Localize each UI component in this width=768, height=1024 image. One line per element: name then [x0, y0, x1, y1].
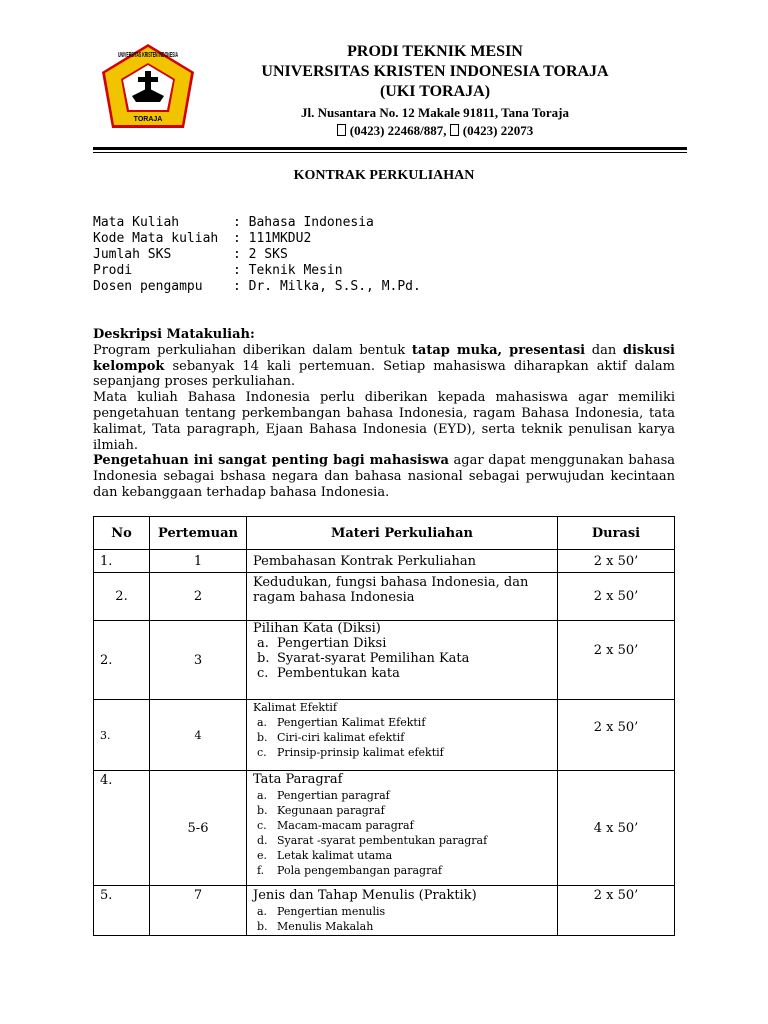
- list-text: Kegunaan paragraf: [277, 804, 385, 817]
- list-marker: b.: [257, 920, 268, 933]
- materi-title: Kalimat Efektif: [253, 701, 338, 714]
- list-marker: b.: [257, 731, 268, 744]
- cell-pertemuan: 4: [150, 700, 247, 771]
- list-text: Macam-macam paragraf: [277, 819, 414, 832]
- header-divider-thin: [93, 152, 687, 153]
- info-row: [93, 231, 421, 247]
- table-row: [94, 573, 675, 621]
- description-text: Program perkuliahan diberikan dalam bentuk: [93, 342, 412, 358]
- list-text: Pengertian paragraf: [277, 789, 390, 802]
- materi-title: Pilihan Kata (Diksi): [253, 621, 381, 636]
- cell-no: 1.: [94, 550, 150, 573]
- cell-no: 4.: [94, 771, 150, 886]
- materi-title: Jenis dan Tahap Menulis (Praktik): [253, 888, 477, 903]
- document-title: KONTRAK PERKULIAHAN: [293, 168, 475, 183]
- logo-ring-text-top: UNIVERSITAS KRISTEN INDONESIA: [118, 52, 178, 59]
- list-marker: a.: [257, 789, 268, 802]
- list-marker: c.: [257, 819, 267, 832]
- list-marker: d.: [257, 834, 268, 847]
- description-bold: tatap muka, presentasi: [411, 342, 586, 358]
- header-divider-thick: [93, 147, 687, 150]
- cell-durasi: 2 x 50’: [558, 621, 675, 700]
- info-row: [93, 263, 421, 279]
- cell-materi: [247, 771, 558, 886]
- info-value: : 111MKDU2: [233, 231, 312, 246]
- list-marker: a.: [257, 636, 269, 651]
- info-label: Mata Kuliah: [93, 215, 180, 230]
- description-bold: diskusi kelompok: [93, 342, 675, 374]
- cell-pertemuan: 7: [150, 886, 247, 936]
- list-item: [253, 803, 551, 818]
- table-row: [94, 621, 675, 700]
- list-item: [253, 919, 551, 934]
- materi-list: [253, 715, 551, 760]
- list-item: [253, 636, 551, 651]
- list-text: Menulis Makalah: [277, 920, 374, 933]
- cell-no: 5.: [94, 886, 150, 936]
- cell-durasi: 4 x 50’: [558, 771, 675, 886]
- list-item: [253, 745, 551, 760]
- cell-no: 2.: [94, 573, 150, 621]
- phone-icon: [337, 124, 346, 136]
- cell-pertemuan: 5-6: [150, 771, 247, 886]
- list-item: [253, 715, 551, 730]
- header-pertemuan: Pertemuan: [150, 517, 247, 550]
- list-item: [253, 833, 551, 848]
- list-item: [253, 818, 551, 833]
- description-paragraph-3: [93, 453, 675, 500]
- list-text: Pengertian Kalimat Efektif: [277, 716, 426, 729]
- description-paragraph-2: Mata kuliah Bahasa Indonesia perlu diberikan kepada mahasiswa agar memiliki pengetahuan tentang perkembangan bahasa Indonesia, ragam Bahasa Indonesia, tata kalimat, Tata paragraph, Ejaan Bahasa Indonesia (EYD), serta teknik penulisan karya ilmiah.: [93, 390, 675, 453]
- list-marker: b.: [257, 651, 270, 666]
- info-label: Kode Mata kuliah: [93, 231, 219, 246]
- cell-durasi: 2 x 50’: [558, 573, 675, 621]
- letterhead-address: Jl. Nusantara No. 12 Makale 91811, Tana Toraja: [301, 105, 569, 120]
- list-text: Letak kalimat utama: [277, 849, 393, 862]
- header-materi: Materi Perkuliahan: [247, 517, 558, 550]
- list-item: [253, 863, 551, 878]
- letterhead-phone: [230, 122, 640, 139]
- description-text: dan: [585, 342, 623, 358]
- list-marker: a.: [257, 716, 268, 729]
- list-marker: b.: [257, 804, 268, 817]
- cell-durasi: 2 x 50’: [558, 700, 675, 771]
- list-marker: c.: [257, 746, 267, 759]
- cell-materi: [247, 621, 558, 700]
- phone-icon: [450, 124, 459, 136]
- list-item: [253, 666, 551, 681]
- table-row: [94, 771, 675, 886]
- cell-durasi: 2 x 50’: [558, 550, 675, 573]
- table-header-row: [94, 517, 675, 550]
- table-row: [94, 700, 675, 771]
- course-description: [93, 327, 675, 501]
- list-item: [253, 651, 551, 666]
- description-text: sebanyak 14 kali pertemuan. Setiap mahasiswa diharapkan aktif dalam sepanjang proses perkuliahan.: [93, 358, 675, 390]
- letterhead-program: PRODI TEKNIK MESIN: [347, 43, 523, 60]
- list-text: Pengertian menulis: [277, 905, 386, 918]
- list-text: Syarat -syarat pembentukan paragraf: [277, 834, 488, 847]
- info-value: : Teknik Mesin: [233, 263, 343, 278]
- info-label: Prodi: [93, 263, 133, 278]
- phone-number-2: (0423) 22073: [462, 123, 534, 138]
- cell-materi: Kedudukan, fungsi bahasa Indonesia, dan ragam bahasa Indonesia: [247, 573, 558, 621]
- list-item: [253, 848, 551, 863]
- cell-materi: [247, 700, 558, 771]
- info-label: Jumlah SKS: [93, 247, 172, 262]
- phone-number-1: (0423) 22468/887,: [349, 123, 450, 138]
- list-marker: e.: [257, 849, 268, 862]
- list-text: Syarat-syarat Pemilihan Kata: [277, 651, 470, 666]
- list-text: Pembentukan kata: [277, 666, 400, 681]
- list-text: Ciri-ciri kalimat efektif: [277, 731, 405, 744]
- cell-pertemuan: 3: [150, 621, 247, 700]
- list-text: Prinsip-prinsip kalimat efektif: [277, 746, 444, 759]
- cell-materi: [247, 886, 558, 936]
- header-no: No: [94, 517, 150, 550]
- course-info: [93, 215, 421, 295]
- cell-no: 2.: [94, 621, 150, 700]
- description-paragraph-1: [93, 343, 675, 390]
- list-text: Pengertian Diksi: [277, 636, 387, 651]
- list-marker: f.: [257, 864, 265, 877]
- description-text: agar dapat menggunakan bahasa Indonesia sebagai bshasa negara dan bahasa nasional sebagai perwujudan kecintaan dan kebanggaan terhadap bahasa Indonesia.: [93, 453, 675, 500]
- materi-list: [253, 636, 551, 681]
- table-row: [94, 550, 675, 573]
- info-row: [93, 279, 421, 295]
- materi-title: Tata Paragraf: [253, 772, 343, 787]
- cell-pertemuan: 2: [150, 573, 247, 621]
- list-marker: c.: [257, 666, 269, 681]
- cell-durasi: 2 x 50’: [558, 886, 675, 936]
- table-row: [94, 886, 675, 936]
- description-heading: Deskripsi Matakuliah:: [93, 327, 255, 342]
- info-value: : Dr. Milka, S.S., M.Pd.: [233, 279, 421, 294]
- list-item: [253, 730, 551, 745]
- info-value: : 2 SKS: [233, 247, 288, 262]
- list-item: [253, 788, 551, 803]
- letterhead: [230, 42, 640, 139]
- info-label: Dosen pengampu: [93, 279, 203, 294]
- materi-list: [253, 788, 551, 878]
- description-bold: Pengetahuan ini sangat penting bagi mahasiswa: [93, 453, 449, 469]
- info-value: : Bahasa Indonesia: [233, 215, 374, 230]
- university-logo: [98, 42, 198, 134]
- materi-list: [253, 904, 551, 934]
- list-item: [253, 904, 551, 919]
- info-row: [93, 215, 421, 231]
- letterhead-abbrev: (UKI TORAJA): [379, 83, 491, 100]
- list-marker: a.: [257, 905, 268, 918]
- letterhead-university: UNIVERSITAS KRISTEN INDONESIA TORAJA: [261, 63, 609, 80]
- logo-ring-text-bottom: TORAJA: [133, 116, 163, 123]
- info-row: [93, 247, 421, 263]
- cell-no: 3.: [94, 700, 150, 771]
- header-durasi: Durasi: [558, 517, 675, 550]
- cell-pertemuan: 1: [150, 550, 247, 573]
- list-text: Pola pengembangan paragraf: [277, 864, 442, 877]
- cell-materi: Pembahasan Kontrak Perkuliahan: [247, 550, 558, 573]
- course-schedule-table: [93, 516, 675, 936]
